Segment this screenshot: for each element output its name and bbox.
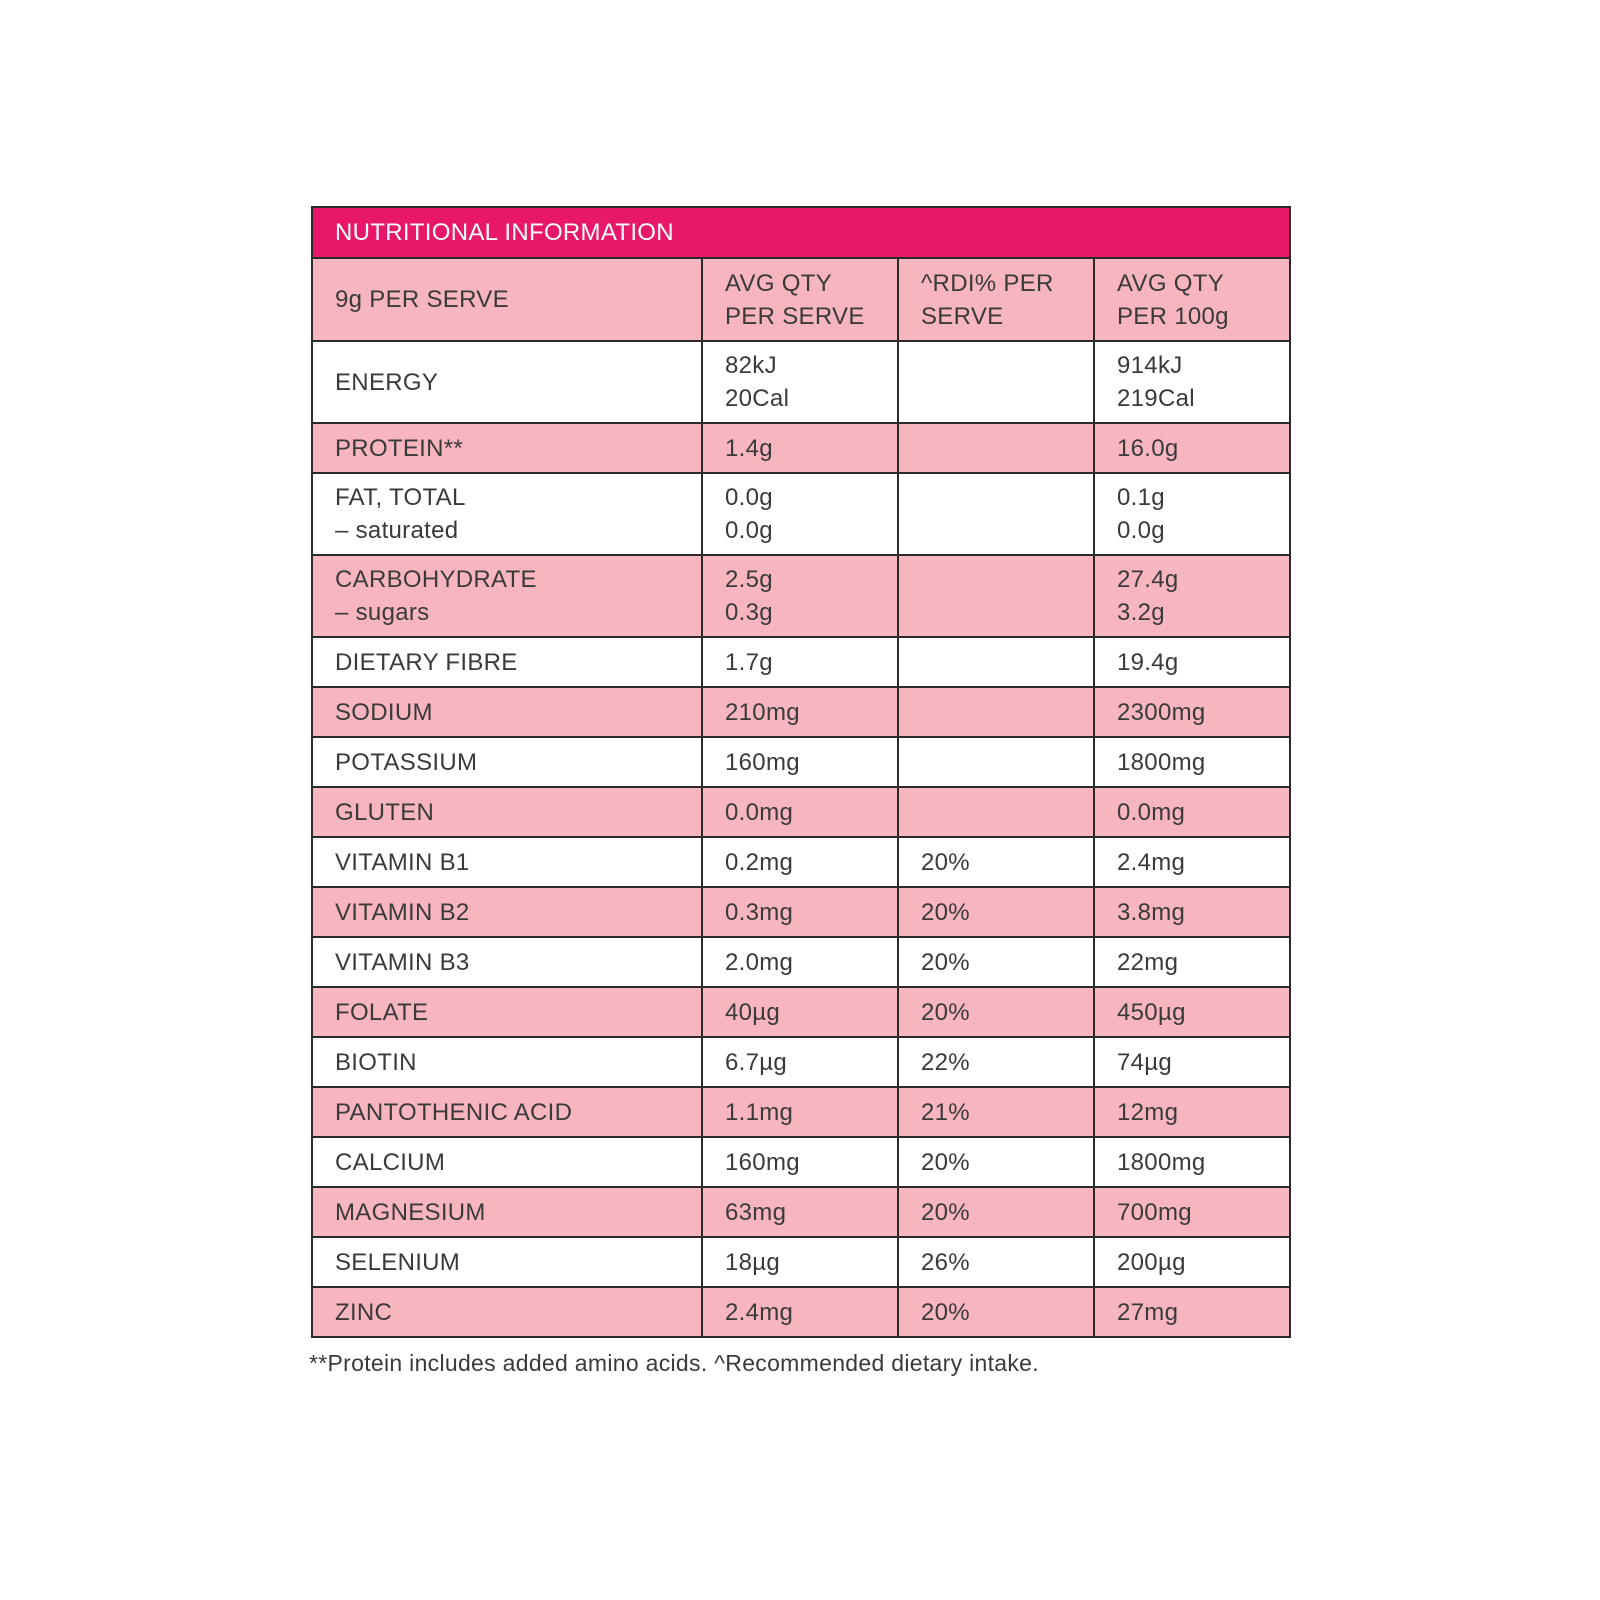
- table-row: [312, 637, 1290, 687]
- table-row: [312, 1287, 1290, 1337]
- value-per-100g-cell: [1094, 341, 1290, 423]
- value-per-serve-cell: [702, 1237, 898, 1287]
- header-line: ^RDI% PER: [921, 269, 1054, 297]
- value-per-serve: 2.4mg: [725, 1298, 794, 1326]
- value-rdi-percent-cell: [898, 1187, 1094, 1237]
- value-per-serve: 0.3g: [725, 599, 773, 626]
- value-rdi-percent-cell: [898, 1287, 1094, 1337]
- nutrient-name-cell: [312, 555, 702, 637]
- value-per-serve: 0.0mg: [725, 798, 794, 826]
- value-per-serve-cell: [702, 887, 898, 937]
- value-per-100g: 27mg: [1117, 1298, 1179, 1326]
- header-line: 9g PER SERVE: [335, 286, 509, 313]
- value-per-100g-cell: [1094, 1037, 1290, 1087]
- value-per-100g-cell: [1094, 787, 1290, 837]
- value-per-100g: 0.1g: [1117, 484, 1165, 511]
- value-rdi-percent-cell: [898, 937, 1094, 987]
- value-per-100g-cell: [1094, 1237, 1290, 1287]
- value-per-100g: 22mg: [1117, 948, 1179, 976]
- footnote: **Protein includes added amino acids. ^Recommended dietary intake.: [309, 1350, 1039, 1376]
- value-per-100g: 450µg: [1117, 998, 1186, 1026]
- value-rdi-percent: 20%: [921, 998, 970, 1026]
- value-per-100g-cell: [1094, 887, 1290, 937]
- value-per-serve-cell: [702, 737, 898, 787]
- header-line: PER 100g: [1117, 302, 1229, 330]
- value-rdi-percent: 20%: [921, 848, 970, 876]
- value-rdi-percent: 20%: [921, 1298, 970, 1326]
- value-rdi-percent-cell: [898, 1087, 1094, 1137]
- value-per-serve-cell: [702, 1087, 898, 1137]
- table-row: [312, 937, 1290, 987]
- header-rdi-per-serve: [898, 258, 1094, 341]
- nutrient-name: VITAMIN B2: [335, 898, 470, 926]
- value-per-serve: 63mg: [725, 1198, 787, 1226]
- header-line: PER SERVE: [725, 302, 865, 330]
- value-per-serve: 160mg: [725, 748, 800, 776]
- table-row: [312, 1137, 1290, 1187]
- value-per-100g: 1800mg: [1117, 748, 1206, 776]
- table-title-row: [312, 207, 1290, 258]
- value-per-100g: 700mg: [1117, 1198, 1192, 1226]
- nutrient-name: FOLATE: [335, 998, 429, 1026]
- table-row: [312, 555, 1290, 637]
- value-per-100g-cell: [1094, 1287, 1290, 1337]
- nutrient-name-cell: [312, 1237, 702, 1287]
- value-per-serve-cell: [702, 837, 898, 887]
- table-row: [312, 837, 1290, 887]
- value-per-100g: 1800mg: [1117, 1148, 1206, 1176]
- value-per-serve: 210mg: [725, 698, 800, 726]
- value-per-100g: 0.0g: [1117, 517, 1165, 544]
- value-per-100g: 3.2g: [1117, 599, 1165, 626]
- value-rdi-percent-cell: [898, 837, 1094, 887]
- value-rdi-percent-cell: [898, 687, 1094, 737]
- value-per-100g: 2.4mg: [1117, 848, 1186, 876]
- table-row: [312, 687, 1290, 737]
- value-per-serve: 2.0mg: [725, 948, 794, 976]
- table-row: [312, 341, 1290, 423]
- nutrient-name: – sugars: [335, 599, 430, 626]
- value-rdi-percent: 20%: [921, 898, 970, 926]
- nutrient-name: POTASSIUM: [335, 748, 478, 776]
- value-per-100g-cell: [1094, 937, 1290, 987]
- value-per-serve-cell: [702, 1287, 898, 1337]
- value-per-serve-cell: [702, 687, 898, 737]
- value-per-serve: 20Cal: [725, 385, 790, 412]
- nutrient-name-cell: [312, 1287, 702, 1337]
- nutrient-name: CARBOHYDRATE: [335, 566, 537, 593]
- table-row: [312, 987, 1290, 1037]
- value-per-100g-cell: [1094, 837, 1290, 887]
- value-per-100g: 16.0g: [1117, 434, 1179, 462]
- table-row: [312, 737, 1290, 787]
- value-per-100g: 0.0mg: [1117, 798, 1186, 826]
- value-rdi-percent-cell: [898, 1037, 1094, 1087]
- value-per-100g-cell: [1094, 1137, 1290, 1187]
- value-per-100g-cell: [1094, 555, 1290, 637]
- value-per-serve-cell: [702, 555, 898, 637]
- value-per-serve: 0.0g: [725, 484, 773, 511]
- value-per-100g-cell: [1094, 473, 1290, 555]
- value-per-serve: 6.7µg: [725, 1048, 788, 1076]
- nutrient-name: VITAMIN B3: [335, 948, 470, 976]
- column-header-row: [312, 258, 1290, 341]
- nutrient-name-cell: [312, 987, 702, 1037]
- nutrient-name: BIOTIN: [335, 1048, 417, 1076]
- value-per-serve: 0.0g: [725, 517, 773, 544]
- table-row: [312, 1237, 1290, 1287]
- value-per-100g-cell: [1094, 987, 1290, 1037]
- value-per-100g-cell: [1094, 1087, 1290, 1137]
- nutrient-name-cell: [312, 937, 702, 987]
- nutrient-name: SODIUM: [335, 698, 433, 726]
- value-per-serve-cell: [702, 987, 898, 1037]
- nutrient-name-cell: [312, 1187, 702, 1237]
- nutrient-name-cell: [312, 887, 702, 937]
- nutrient-name: FAT, TOTAL: [335, 484, 466, 511]
- header-serving-size: [312, 258, 702, 341]
- nutrient-name-cell: [312, 787, 702, 837]
- table-title: NUTRITIONAL INFORMATION: [312, 207, 1290, 258]
- table-row: [312, 887, 1290, 937]
- value-per-100g-cell: [1094, 1187, 1290, 1237]
- value-rdi-percent-cell: [898, 987, 1094, 1037]
- value-per-100g: 3.8mg: [1117, 898, 1186, 926]
- value-per-serve: 40µg: [725, 998, 781, 1026]
- value-per-100g-cell: [1094, 737, 1290, 787]
- nutrient-name: DIETARY FIBRE: [335, 648, 518, 676]
- value-per-100g: 219Cal: [1117, 385, 1195, 412]
- value-per-100g-cell: [1094, 423, 1290, 473]
- value-per-serve: 0.3mg: [725, 898, 794, 926]
- value-rdi-percent-cell: [898, 1137, 1094, 1187]
- table-row: [312, 787, 1290, 837]
- nutrient-name: ZINC: [335, 1298, 393, 1326]
- value-rdi-percent-cell: [898, 1237, 1094, 1287]
- value-rdi-percent: 21%: [921, 1098, 970, 1126]
- nutrient-name: CALCIUM: [335, 1148, 446, 1176]
- value-per-serve-cell: [702, 787, 898, 837]
- value-per-100g: 19.4g: [1117, 648, 1179, 676]
- table-row: [312, 1087, 1290, 1137]
- header-line: AVG QTY: [1117, 269, 1225, 297]
- value-per-serve-cell: [702, 937, 898, 987]
- header-avg-qty-per-100g: [1094, 258, 1290, 341]
- nutrient-name-cell: [312, 1037, 702, 1087]
- nutrient-name: ENERGY: [335, 368, 439, 396]
- value-per-100g: 27.4g: [1117, 566, 1179, 593]
- nutrient-name: PANTOTHENIC ACID: [335, 1098, 573, 1126]
- nutrient-name-cell: [312, 341, 702, 423]
- value-per-serve: 160mg: [725, 1148, 800, 1176]
- value-per-serve: 18µg: [725, 1248, 781, 1276]
- value-rdi-percent: 20%: [921, 1198, 970, 1226]
- value-per-100g-cell: [1094, 687, 1290, 737]
- value-rdi-percent-cell: [898, 637, 1094, 687]
- nutrition-panel: [311, 206, 1289, 1377]
- nutrition-rows: [312, 341, 1290, 1337]
- nutrient-name-cell: [312, 637, 702, 687]
- value-per-serve-cell: [702, 637, 898, 687]
- value-per-serve: 1.4g: [725, 434, 773, 462]
- value-per-100g: 200µg: [1117, 1248, 1186, 1276]
- value-per-serve-cell: [702, 341, 898, 423]
- value-rdi-percent-cell: [898, 473, 1094, 555]
- value-per-serve-cell: [702, 1187, 898, 1237]
- value-per-serve-cell: [702, 1137, 898, 1187]
- value-per-serve: 1.7g: [725, 648, 773, 676]
- nutrient-name: SELENIUM: [335, 1248, 461, 1276]
- nutrient-name: – saturated: [335, 517, 459, 544]
- nutrient-name-cell: [312, 737, 702, 787]
- nutrient-name-cell: [312, 687, 702, 737]
- table-row: [312, 473, 1290, 555]
- value-rdi-percent: 22%: [921, 1048, 970, 1076]
- value-rdi-percent-cell: [898, 787, 1094, 837]
- nutrient-name-cell: [312, 1137, 702, 1187]
- nutrient-name-cell: [312, 1087, 702, 1137]
- value-rdi-percent-cell: [898, 555, 1094, 637]
- value-per-100g: 74µg: [1117, 1048, 1173, 1076]
- value-per-serve-cell: [702, 473, 898, 555]
- nutrient-name: PROTEIN**: [335, 434, 464, 462]
- nutrient-name: MAGNESIUM: [335, 1198, 486, 1226]
- nutrient-name: VITAMIN B1: [335, 848, 470, 876]
- header-line: SERVE: [921, 302, 1004, 330]
- value-rdi-percent: 26%: [921, 1248, 970, 1276]
- table-row: [312, 423, 1290, 473]
- value-rdi-percent: 20%: [921, 948, 970, 976]
- value-per-serve: 2.5g: [725, 566, 773, 593]
- nutrient-name-cell: [312, 423, 702, 473]
- nutrient-name-cell: [312, 473, 702, 555]
- header-line: AVG QTY: [725, 269, 833, 297]
- table-row: [312, 1187, 1290, 1237]
- value-per-serve: 0.2mg: [725, 848, 794, 876]
- header-avg-qty-per-serve: [702, 258, 898, 341]
- value-per-serve: 82kJ: [725, 352, 777, 379]
- value-per-100g-cell: [1094, 637, 1290, 687]
- nutrient-name: GLUTEN: [335, 798, 435, 826]
- value-rdi-percent-cell: [898, 423, 1094, 473]
- value-rdi-percent-cell: [898, 887, 1094, 937]
- value-per-serve: 1.1mg: [725, 1098, 794, 1126]
- value-rdi-percent: 20%: [921, 1148, 970, 1176]
- value-per-serve-cell: [702, 1037, 898, 1087]
- nutrition-table: [311, 206, 1291, 1338]
- value-rdi-percent-cell: [898, 341, 1094, 423]
- value-per-100g: 914kJ: [1117, 352, 1183, 379]
- value-rdi-percent-cell: [898, 737, 1094, 787]
- value-per-100g: 12mg: [1117, 1098, 1179, 1126]
- value-per-100g: 2300mg: [1117, 698, 1206, 726]
- table-row: [312, 1037, 1290, 1087]
- nutrient-name-cell: [312, 837, 702, 887]
- value-per-serve-cell: [702, 423, 898, 473]
